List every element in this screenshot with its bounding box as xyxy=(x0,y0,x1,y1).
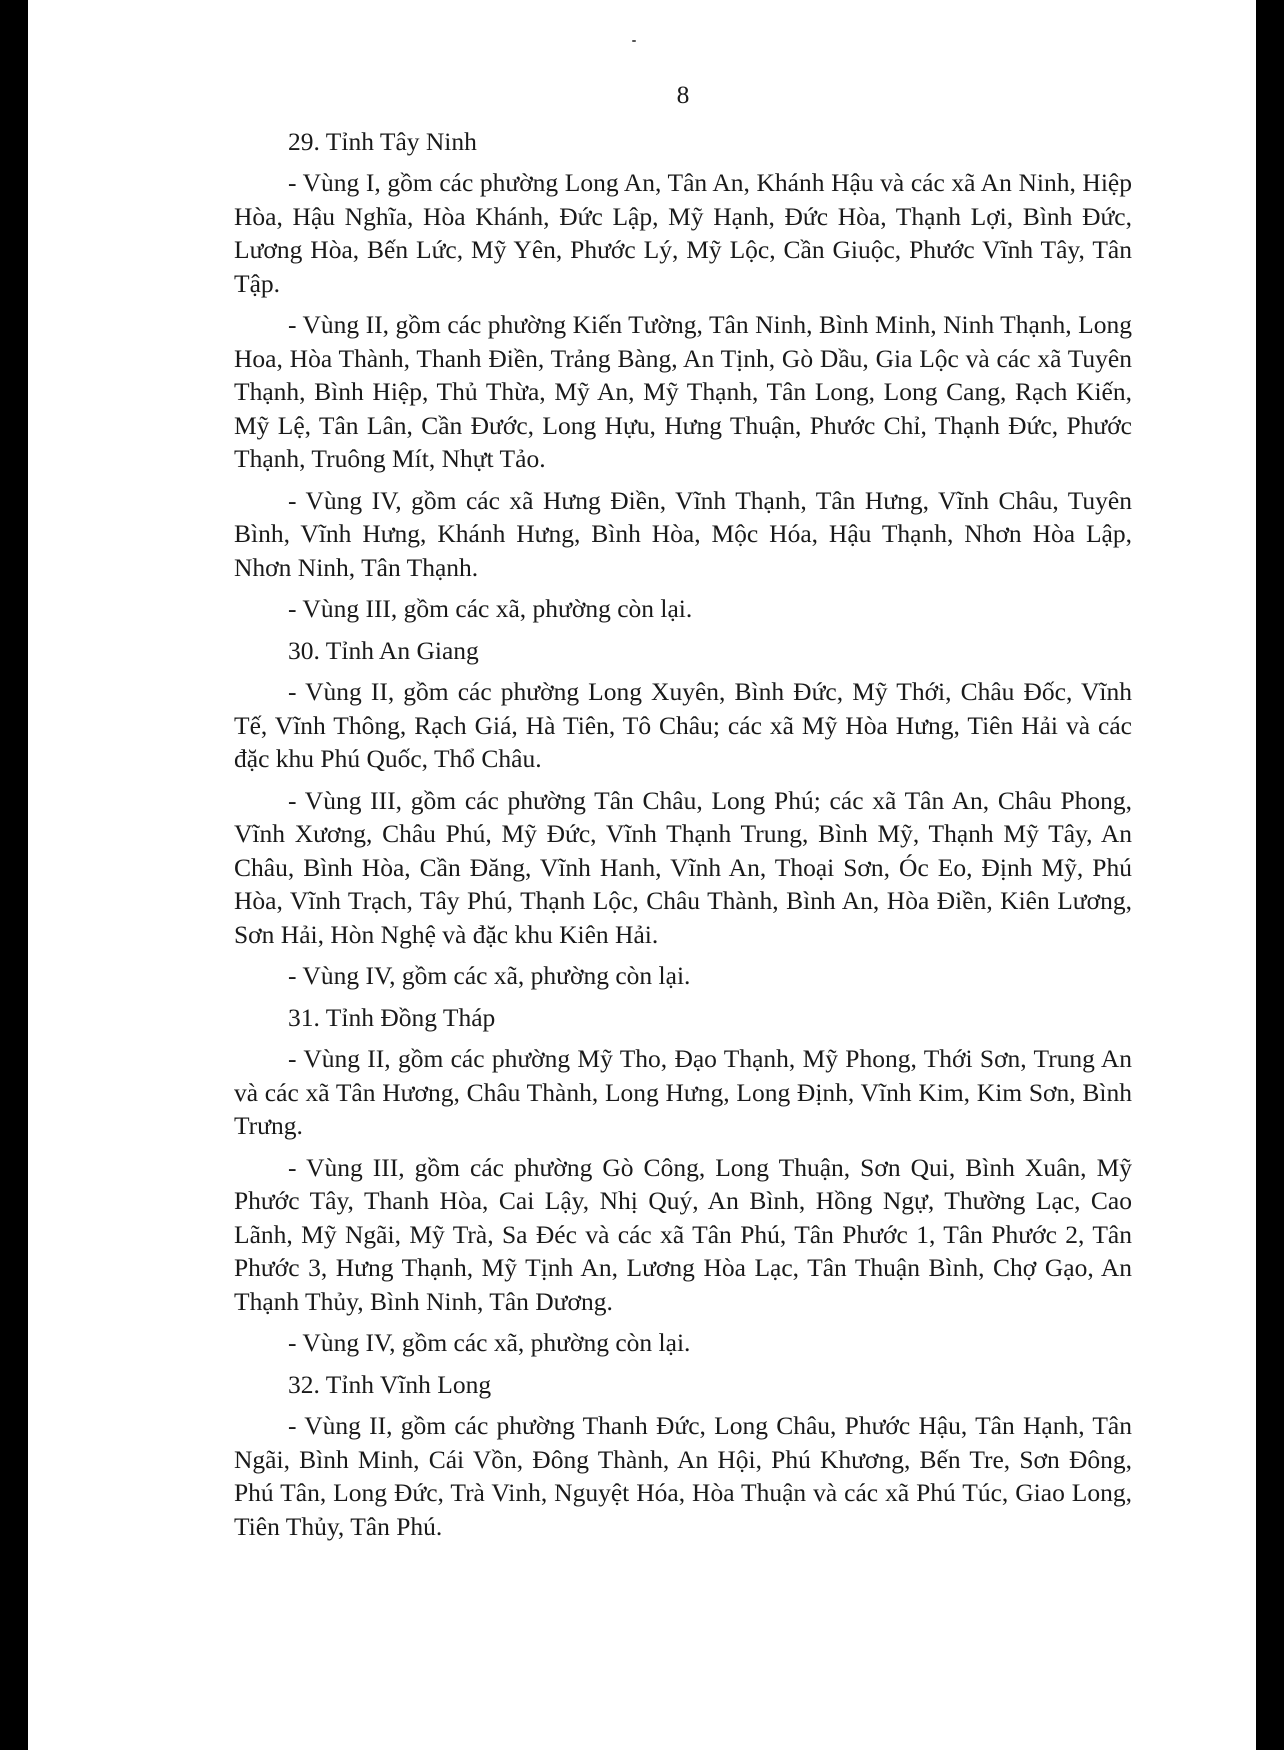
section-an-giang xyxy=(234,634,1132,993)
page-number: 8 xyxy=(676,80,690,109)
paragraph: - Vùng III, gồm các phường Gò Công, Long Thuận, Sơn Qui, Bình Xuân, Mỹ Phước Tây, Thanh Hòa, Cai Lậy, Nhị Quý, An Bình, Hồng Ngự, Thường Lạc, Cao Lãnh, Mỹ Ngãi, Mỹ Trà, Sa Đéc và các xã Tân Phú, Tân Phước 1, Tân Phước 2, Tân Phước 3, Hưng Thạnh, Mỹ Tịnh An, Lương Hòa Lạc, Tân Thuận Bình, Chợ Gạo, An Thạnh Thủy, Bình Ninh, Tân Dương. xyxy=(234,1152,1132,1316)
section-heading: 30. Tỉnh An Giang xyxy=(288,635,479,665)
paragraph: - Vùng II, gồm các phường Thanh Đức, Long Châu, Phước Hậu, Tân Hạnh, Tân Ngãi, Bình Minh, Cái Vồn, Đông Thành, An Hội, Phú Khương, Bến Tre, Sơn Đông, Phú Tân, Long Đức, Trà Vinh, Nguyệt Hóa, Hòa Thuận và các xã Phú Túc, Giao Long, Tiên Thủy, Tân Phú. xyxy=(234,1411,1132,1541)
section-vinh-long xyxy=(234,1368,1132,1544)
paragraph: - Vùng IV, gồm các xã, phường còn lại. xyxy=(288,1328,691,1357)
document-page xyxy=(28,0,1256,1750)
section-heading: 31. Tỉnh Đồng Tháp xyxy=(288,1002,496,1032)
section-heading: 29. Tỉnh Tây Ninh xyxy=(288,126,477,156)
paragraph: - Vùng III, gồm các xã, phường còn lại. xyxy=(288,594,693,623)
paragraph: - Vùng II, gồm các phường Mỹ Tho, Đạo Thạnh, Mỹ Phong, Thới Sơn, Trung An và các xã Tân Hương, Châu Thành, Long Hưng, Long Định, Vĩnh Kim, Kim Sơn, Bình Trưng. xyxy=(234,1044,1132,1140)
paragraph: - Vùng III, gồm các phường Tân Châu, Long Phú; các xã Tân An, Châu Phong, Vĩnh Xương, Châu Phú, Mỹ Đức, Vĩnh Thạnh Trung, Bình Mỹ, Thạnh Mỹ Tây, An Châu, Bình Hòa, Cần Đăng, Vĩnh Hanh, Vĩnh An, Thoại Sơn, Óc Eo, Định Mỹ, Phú Hòa, Vĩnh Trạch, Tây Phú, Thạnh Lộc, Châu Thành, Bình An, Hòa Điền, Kiên Lương, Sơn Hải, Hòn Nghệ và đặc khu Kiên Hải. xyxy=(234,785,1132,949)
scan-speck xyxy=(632,40,636,42)
paragraph: - Vùng II, gồm các phường Kiến Tường, Tân Ninh, Bình Minh, Ninh Thạnh, Long Hoa, Hòa Thành, Thanh Điền, Trảng Bàng, An Tịnh, Gò Dầu, Gia Lộc và các xã Tuyên Thạnh, Bình Hiệp, Thủ Thừa, Mỹ An, Mỹ Thạnh, Tân Long, Long Cang, Rạch Kiến, Mỹ Lệ, Tân Lân, Cần Đước, Long Hựu, Hưng Thuận, Phước Chỉ, Thạnh Đức, Phước Thạnh, Truông Mít, Nhựt Tảo. xyxy=(234,310,1132,473)
section-heading: 32. Tỉnh Vĩnh Long xyxy=(288,1369,492,1399)
paragraph: - Vùng II, gồm các phường Long Xuyên, Bình Đức, Mỹ Thới, Châu Đốc, Vĩnh Tế, Vĩnh Thông, Rạch Giá, Hà Tiên, Tô Châu; các xã Mỹ Hòa Hưng, Tiên Hải và các đặc khu Phú Quốc, Thổ Châu. xyxy=(234,677,1132,773)
paragraph: - Vùng I, gồm các phường Long An, Tân An, Khánh Hậu và các xã An Ninh, Hiệp Hòa, Hậu Nghĩa, Hòa Khánh, Đức Lập, Mỹ Hạnh, Đức Hòa, Thạnh Lợi, Bình Đức, Lương Hòa, Bến Lức, Mỹ Yên, Phước Lý, Mỹ Lộc, Cần Giuộc, Phước Vĩnh Tây, Tân Tập. xyxy=(234,168,1132,298)
section-dong-thap xyxy=(234,1001,1132,1360)
section-tay-ninh xyxy=(234,125,1132,626)
paragraph: - Vùng IV, gồm các xã Hưng Điền, Vĩnh Thạnh, Tân Hưng, Vĩnh Châu, Tuyên Bình, Vĩnh Hưng, Khánh Hưng, Bình Hòa, Mộc Hóa, Hậu Thạnh, Nhơn Hòa Lập, Nhơn Ninh, Tân Thạnh. xyxy=(234,485,1132,582)
paragraph: - Vùng IV, gồm các xã, phường còn lại. xyxy=(288,961,691,990)
